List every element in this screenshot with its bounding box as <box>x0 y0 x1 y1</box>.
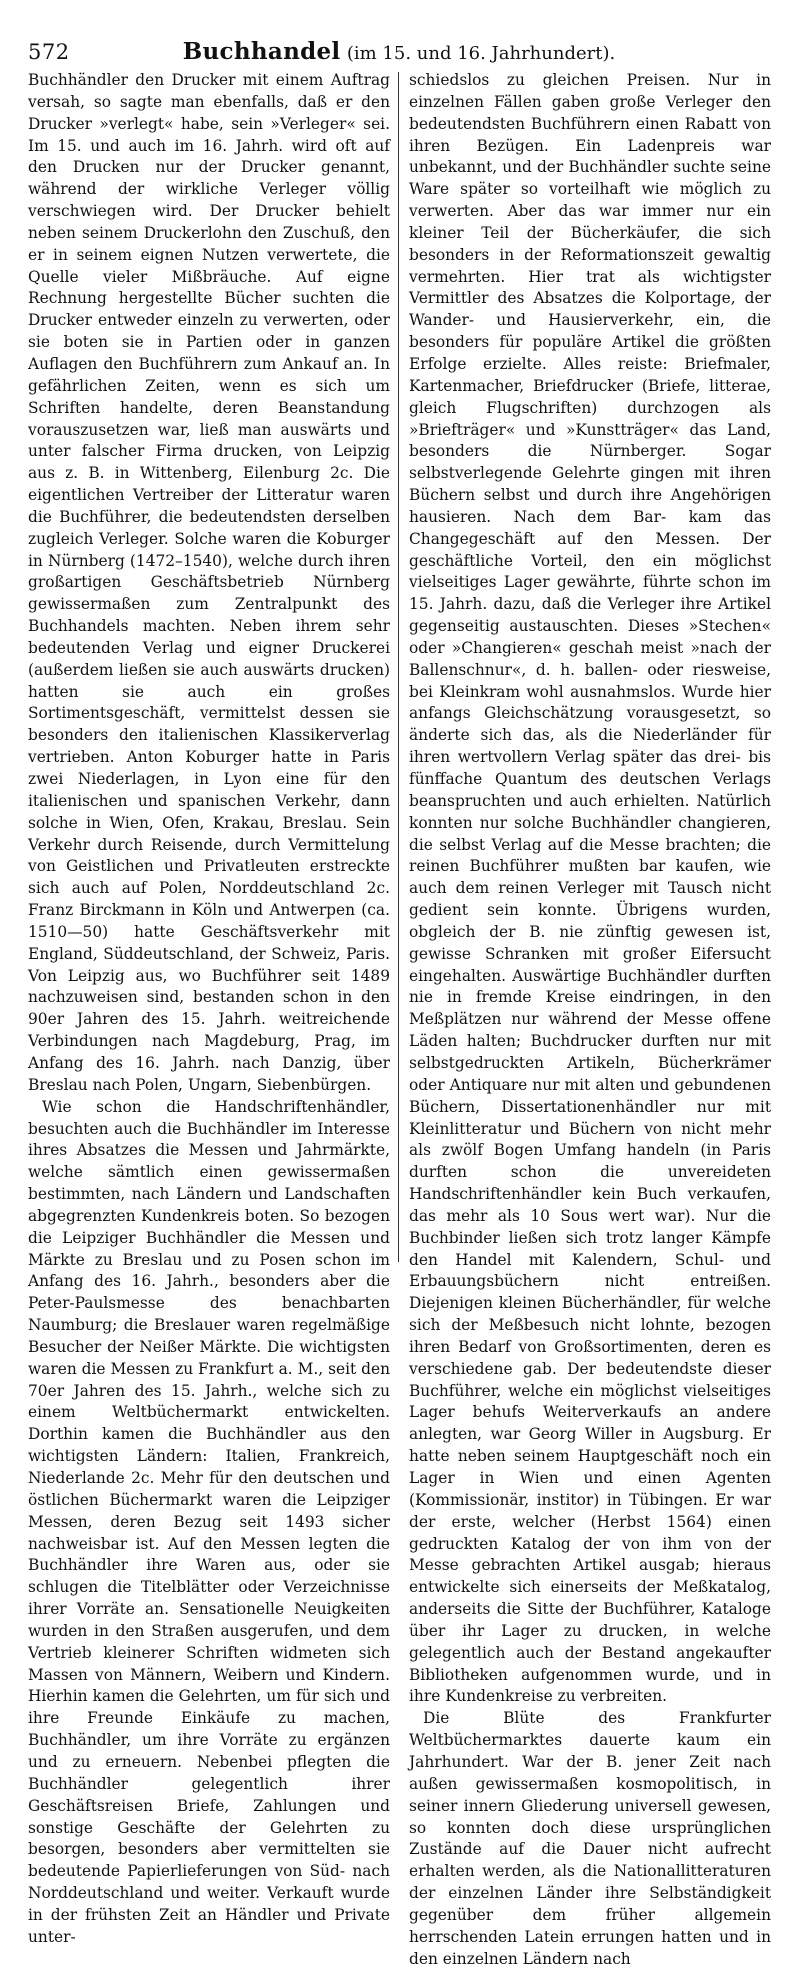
running-header <box>28 28 770 70</box>
paragraph: Wie schon die Handschriftenhändler, besuchten auch die Buchhändler im Interesse ihres Absatzes die Messen und Jahrmärkte, welche sämtlich einen gewissermaßen bestimmten, nach Ländern und Landschaften abgegrenzten Kundenkreis boten. So bezogen die Leipziger Buchhändler die Messen und Märkte zu Breslau und zu Posen schon im Anfang des 16. Jahrh., besonders aber die Peter-Paulsmesse des benachbarten Naumburg; die Breslauer waren regelmäßige Besucher der Neißer Märkte. Die wichtigsten waren die Messen zu Frankfurt a. M., seit den 70er Jahren des 15. Jahrh., welche sich zu einem Weltbüchermarkt entwickelten. Dorthin kamen die Buchhändler aus den wichtigsten Ländern: Italien, Frankreich, Niederlande 2c. Mehr für den deutschen und östlichen Büchermarkt waren die Leipziger Messen, deren Bezug seit 1493 sicher nachweisbar ist. Auf den Messen legten die Buchhändler ihre Waren aus, oder sie schlugen die Titelblätter oder Verzeichnisse ihrer Vorräte an. Sensationelle Neuigkeiten wurden in den Straßen ausgerufen, und dem Vertrieb kleinerer Schriften widmeten sich Massen von Männern, Weibern und Kindern. Hierhin kamen die Gelehrten, um für sich und ihre Freunde Einkäufe zu machen, Buchhändler, um ihre Vorräte zu ergänzen und zu erneuern. Nebenbei pflegten die Buchhändler gelegentlich ihrer Geschäftsreisen Briefe, Zahlungen und sonstige Geschäfte der Gelehrten zu besorgen, besonders aber vermittelten sie bedeutende Papierlieferungen von Süd- nach Norddeutschland und weiter. Verkauft wurde in der frühsten Zeit an Händler und Private unter- <box>28 1097 390 1946</box>
right-column <box>409 70 771 1968</box>
running-title-main: Buchhandel <box>182 38 341 65</box>
paragraph: schiedslos zu gleichen Preisen. Nur in einzelnen Fällen gaben große Verleger den bedeutendsten Buchführern einen Rabatt von ihren Bezügen. Ein Ladenpreis war unbekannt, und der Buchhändler suchte seine Ware später so vorteilhaft wie möglich zu verwerten. Aber das war immer nur ein kleiner Teil der Bücherkäufer, die sich besonders in der Reformationszeit gewaltig vermehrten. Hier trat als wichtigster Vermittler des Absatzes die Kolportage, der Wander- und Hausierverkehr, ein, die besonders für populäre Artikel die größten Erfolge erzielte. Alles reiste: Briefmaler, Kartenmacher, Briefdrucker (Briefe, litterae, gleich Flugschriften) durchzogen als »Briefträger« und »Kunstträger« das Land, besonders die Nürnberger. Sogar selbstverlegende Gelehrte gingen mit ihren Büchern selbst und durch ihre Angehörigen hausieren. Nach dem Bar- kam das Changegeschäft auf den Messen. Der geschäftliche Vorteil, den ein möglichst vielseitiges Lager gewährte, führte schon im 15. Jahrh. dazu, daß die Verleger ihre Artikel gegenseitig austauschten. Dieses »Stechen« oder »Changieren« geschah meist »nach der Ballenschnur«, d. h. ballen- oder riesweise, bei Kleinkram wohl ausnahmslos. Wurde hier anfangs Gleichschätzung vorausgesetzt, so änderte sich das, als die Niederländer für ihren wertvollern Verlag später das drei- bis fünffache Quantum des deutschen Verlags beanspruchten und auch erhielten. Natürlich konnten nur solche Buchhändler changieren, die selbst Verlag auf die Messe brachten; die reinen Buchführer mußten bar kaufen, wie auch dem reinen Verleger mit Tausch nicht gedient sein konnte. Übrigens wurden, obgleich der B. nie zünftig gewesen ist, gewisse Schranken mit großer Eifersucht eingehalten. Auswärtige Buchhändler durften nie in fremde Kreise eindringen, in den Meßplätzen nur während der Messe offene Läden halten; Buchdrucker durften nur mit selbstgedruckten Artikeln, Bücherkrämer oder Antiquare nur mit alten und gebundenen Büchern, Dissertationenhändler nur mit Kleinlitteratur und Büchern von nicht mehr als zwölf Bogen Umfang handeln (in Paris durften schon die unvereideten Handschriftenhändler kein Buch verkaufen, das mehr als 10 Sous wert war). Nur die Buchbinder ließen sich trotz langer Kämpfe den Handel mit Kalendern, Schul- und Erbauungsbüchern nicht entreißen. Diejenigen kleinen Bücherhändler, für welche sich der Meßbesuch nicht lohnte, bezogen ihren Bedarf von Großsortimenten, deren es verschiedene gab. Der bedeutendste dieser Buchführer, welche ein möglichst vielseitiges Lager behufs Weiterverkaufs an andere anlegten, war Georg Willer in Augsburg. Er hatte neben seinem Hauptgeschäft noch ein Lager in Wien und einen Agenten (Kommissionär, institor) in Tübingen. Er war der erste, welcher (Herbst 1564) einen gedruckten Katalog der von ihm von der Messe gebrachten Artikel ausgab; hieraus entwickelte sich einerseits der Meßkatalog, anderseits die Sitte der Buchführer, Kataloge über ihr Lager zu drucken, in welche gelegentlich auch der Bestand angekaufter Bibliotheken aufgenommen wurde, und in ihre Kundenkreise zu verbreiten. <box>409 71 771 1706</box>
column-divider <box>398 72 399 1262</box>
two-column-body <box>28 70 771 1968</box>
page-number: 572 <box>28 40 70 64</box>
left-column <box>28 70 390 1946</box>
running-title <box>28 38 770 68</box>
paragraph: Buchhändler den Drucker mit einem Auftrag versah, so sagte man ebenfalls, daß er den Drucker »verlegt« habe, sein »Verleger« sei. Im 15. und auch im 16. Jahrh. wird oft auf den Drucken nur der Drucker genannt, während der wirkliche Verleger völlig verschwiegen wird. Der Drucker behielt neben seinem Druckerlohn den Zuschuß, den er in seinem eignen Nutzen verwertete, die Quelle vieler Mißbräuche. Auf eigne Rechnung hergestellte Bücher suchten die Drucker entweder einzeln zu verwerten, oder sie boten sie in Partien oder in ganzen Auflagen den Buchführern zum Ankauf an. In gefährlichen Zeiten, wenn es sich um Schriften handelte, deren Beanstandung vorauszusetzen war, ließ man auswärts und unter falscher Firma drucken, von Leipzig aus z. B. in Wittenberg, Eilenburg 2c. Die eigentlichen Vertreiber der Litteratur waren die Buchführer, die bedeutendsten derselben zugleich Verleger. Solche waren die Koburger in Nürnberg (1472–1540), welche durch ihren großartigen Geschäftsbetrieb Nürnberg gewissermaßen zum Zentralpunkt des Buchhandels machten. Neben ihrem sehr bedeutenden Verlag und eigner Druckerei (außerdem ließen sie auch auswärts drucken) hatten sie auch ein großes Sortimentsgeschäft, vermittelst dessen sie besonders den italienischen Klassikerverlag vertrieben. Anton Koburger hatte in Paris zwei Niederlagen, in Lyon eine für den italienischen und spanischen Verkehr, dann solche in Wien, Ofen, Krakau, Breslau. Sein Verkehr durch Reisende, durch Vermittelung von Geistlichen und Privatleuten erstreckte sich auch auf Polen, Norddeutschland 2c. Franz Birckmann in Köln und Antwerpen (ca. 1510—50) hatte Geschäftsverkehr mit England, Süddeutschland, der Schweiz, Paris. Von Leipzig aus, wo Buchführer seit 1489 nachzuweisen sind, bestanden schon in den 90er Jahren des 15. Jahrh. weitreichende Verbindungen nach Magdeburg, Prag, im Anfang des 16. Jahrh. nach Danzig, über Breslau nach Polen, Ungarn, Siebenbürgen. <box>28 71 390 1094</box>
paragraph: Die Blüte des Frankfurter Weltbüchermarktes dauerte kaum ein Jahrhundert. War der B. jener Zeit nach außen gewissermaßen kosmopolitisch, in seiner innern Gliederung universell gewesen, so konnten doch diese ursprünglichen Zustände auf die Dauer nicht aufrecht erhalten werden, als die Nationallitteraturen der einzelnen Länder ihre Selbständigkeit gegenüber dem früher allgemein herrschenden Latein errungen hatten und in den einzelnen Ländern nach <box>409 1709 771 1968</box>
running-title-subtitle: (im 15. und 16. Jahrhundert). <box>346 43 616 64</box>
